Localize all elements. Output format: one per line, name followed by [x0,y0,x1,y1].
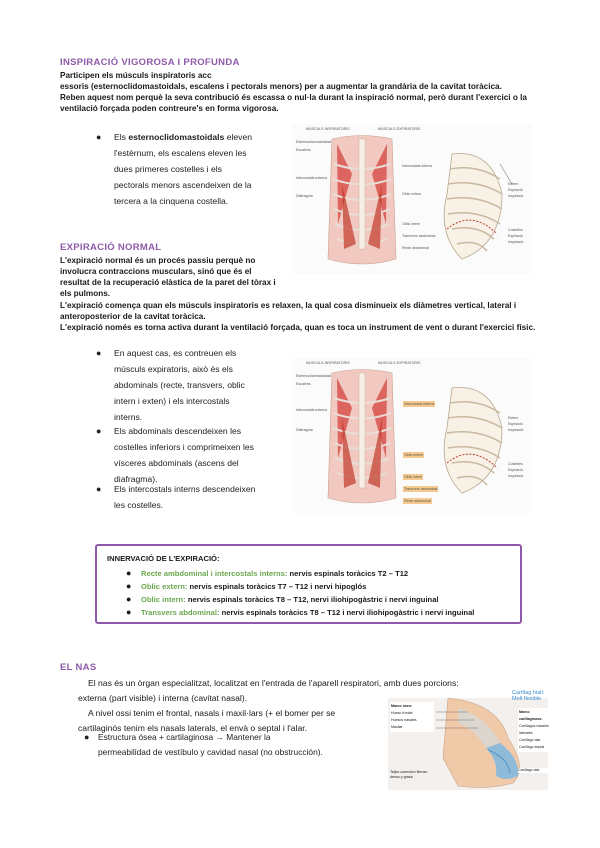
fig-label: Recte abdominal [402,246,429,250]
bullet-bold: esternoclidomastoidals [128,132,225,142]
innervacio-item: ● Oblic extern: nervis espinals toràcics T7 – T12 i nervi hipoglós [126,581,367,591]
bullet-line: tercera a la cinquena costella. [114,196,229,206]
fig-title-right: MÚSCULS EXPIRATORIS [378,127,421,131]
innervacio-muscle: Transvers abdominal: [141,608,220,617]
nose-label-bottom2: Cartílago alar [518,768,548,773]
innervacio-item: ● Recte ambdominal i intercostals interns: nervis espinals toràcics T2 – T12 [126,568,409,578]
nas-bullet [84,730,388,760]
innervacio-title: INNERVACIÓ DE L'EXPIRACIÓ: [107,554,220,563]
expiracio-text-short [60,255,290,299]
bullet-dot: ● [84,732,90,742]
innervacio-list [126,567,516,619]
nas-line: externa (part visible) i interna (cavitat nasal). [78,693,248,703]
fig-label: Diafragma [296,194,313,198]
bullet-line: Estructura ósea + cartilaginosa → Mantener la [98,732,271,742]
bullet-line: l'estèrnum, els escalens eleven les [114,148,247,158]
fig-label: Costelles [508,462,523,466]
fig-label: Escalens [296,148,311,152]
fig-label: Intercostals interns [402,164,433,168]
bullet-dot: ● [96,484,102,494]
nose-label-bottom: Tejido conectivo fibroso denso y grasa [390,770,428,779]
expiracio-line: els pulmons. [60,289,111,298]
innervacio-nerve: nervis espinals toràcics T8 – T12 i nervi iliohipogàstric i nervi inguinal [219,608,475,617]
bullet-line: diafragma). [114,474,158,484]
fig-label-highlight: Oblic intern [404,475,423,479]
bullet-prefix: Els [114,132,129,142]
bullet-rest: eleven [224,132,253,142]
fig-label: Inspiració [508,428,524,432]
expiracio-bullet [96,345,289,425]
expiracio-text-full [60,300,550,333]
fig-label: Escalens [296,382,311,386]
bullet-line: les costelles. [114,500,164,510]
fig-label: Inspiració [508,194,524,198]
thorax-muscle-drawing [292,124,532,274]
expiracio-line: L'expiració només es torna activa durant la ventilació forçada, quan es toca un instrument de vent o durant l'exercici físic. [60,323,536,332]
fig-label: Espiració [508,468,523,472]
fig-label: Intercostals externs [296,408,328,412]
nose-labels-right [518,708,550,752]
nose-label: Cartílago alar [519,738,541,742]
nose-label: Marco cartilaginoso: [519,710,543,721]
innervacio-nerve: nervis espinals toràcics T7 – T12 i nervi hipoglós [187,582,367,591]
inspiracio-line: Reben aquest nom perquè la seva contribució és escassa o nul·la durant la inspiració normal, però durant l'exercici o la [60,93,527,102]
nose-label: Maxilar [391,725,403,729]
bullet-line: intern i exten) i els intercostals [114,396,230,406]
expiracio-line: involucra contraccions musculars, sinó que és el [60,267,252,276]
expiratory-muscles-figure [292,358,532,513]
thorax-expiration-drawing [292,358,532,513]
fig-title-right: MÚSCULS EXPIRATORIS [378,361,421,365]
bullet-line: pectorals menors ascendeixen de la [114,180,252,190]
nose-label: Cartílago septal [519,745,545,749]
expiracio-bullet [96,423,289,487]
fig-label: Transvers abdominal [402,234,436,238]
nas-line: El nas és un òrgan especialitzat, localitzat en l'entrada de l'aparell respiratori, amb dues porcions: [88,678,459,688]
fig-label: Espiració [508,422,523,426]
bullet-line: músculs expiratoris, això és els [114,364,233,374]
innervacio-muscle: Oblic extern: [141,582,188,591]
section-title-nas: EL NAS [60,662,97,673]
nose-label: Marco óseo: [391,704,413,708]
bullet-line: Els abdominals descendeixen les [114,426,242,436]
inspiracio-text [60,70,550,114]
section-title-expiracio: EXPIRACIÓ NORMAL [60,242,162,253]
nose-label: Cartílagos nasales laterales [519,724,549,735]
innervacio-box [95,544,522,624]
expiracio-line: anteroposterior de la cavitat toràcica. [60,312,206,321]
bullet-line: En aquest cas, es contreuen els [114,348,237,358]
innervacio-nerve: nervis espinals toràcics T8 – T12, nervi iliohipogàstric i nervi inguinal [185,595,439,604]
fig-label: Estern [508,182,519,186]
bullet-line: costelles inferiors i comprimeixen les [114,442,254,452]
innervacio-muscle: Oblic intern: [141,595,186,604]
bullet-line: interns. [114,412,143,422]
fig-label: Diafragma [296,428,313,432]
innervacio-nerve: nervis espinals toràcics T2 – T12 [287,569,409,578]
inspiracio-line: ventilació forçada poden contreure's en forma vigorosa. [60,104,279,113]
fig-label: Espiració [508,234,523,238]
bullet-line: Els intercostals interns descendeixen [114,484,256,494]
fig-label: Oblic extern [402,192,422,196]
nose-label-top: Cartílag hialí: Molt flexible [512,690,545,702]
fig-title-left: MÚSCULS INSPIRATORIS [306,127,350,131]
bullet-line: dues primeres costelles i els [114,164,222,174]
nose-label: Huesos nasales [391,718,417,722]
fig-label-highlight: Intercostals interns [404,402,435,406]
inspiracio-line: Participen els músculs inspiratoris acc [60,71,212,80]
bullet-line: abdominals (recte, transvers, oblic [114,380,245,390]
fig-label: Inspiració [508,240,524,244]
nas-line: A nivel ossi tenim el frontal, nasals i maxil·lars (+ el bomer per se [88,708,336,718]
respiratory-muscles-figure [292,124,532,274]
section-title-inspiracio: INSPIRACIÓ VIGOROSA I PROFUNDA [60,57,240,68]
fig-label: Espiració [508,188,523,192]
nose-label: Hueso frontal [391,711,413,715]
bullet-dot: ● [96,426,102,436]
fig-label: Esternoclidomastoidal [296,140,332,144]
nas-line: cartilaginós tenim els nasals laterals, el envà o septal i l'alar. [78,723,308,733]
expiracio-line: resultat de la recuperació elàstica de la paret del tòrax i [60,278,276,287]
bullet-dot: ● [96,132,102,142]
bullet-line: permeabilidad de vestíbulo y cavidad nasal (no obstrucción). [98,747,323,757]
innervacio-item: ● Oblic intern: nervis espinals toràcics T8 – T12, nervi iliohipogàstric i nervi inguinal [126,594,439,604]
fig-label-highlight: Recte abdominal [404,499,431,503]
nose-anatomy-figure [388,690,549,790]
bullet-dot: ● [96,348,102,358]
fig-label: Intercostals externs [296,176,328,180]
inspiracio-line: essoris (esternoclidomastoidals, escalens i pectorals menors) per a augmentar la grandària de la cavitat toràcica. [60,82,502,91]
fig-label: Oblic intern [402,222,421,226]
fig-title-left: MÚSCULS INSPIRATORIS [306,361,350,365]
fig-label-highlight: Oblic extern [404,453,424,457]
inspiracio-bullet [96,129,284,209]
innervacio-muscle: Recte ambdominal i intercostals interns: [141,569,288,578]
innervacio-item: ● Transvers abdominal: nervis espinals toràcics T8 – T12 i nervi iliohipogàstric i nervi inguinal [126,607,475,617]
fig-label-highlight: Transvers abdominal [404,487,438,491]
fig-label: Inspiració [508,474,524,478]
bullet-line: vísceres abdominals (ascens del [114,458,239,468]
fig-label: Estern [508,416,519,420]
nose-labels-left [390,702,434,732]
fig-label: Esternoclidomastoidal [296,374,332,378]
expiracio-bullet [96,481,289,513]
expiracio-line: L'expiració comença quan els músculs inspiratoris es relaxen, la qual cosa disminueix els diàmetres vertical, lateral i [60,301,517,310]
expiracio-line: L'expiració normal és un procés passiu perquè no [60,256,256,265]
fig-label: Costelles [508,228,523,232]
